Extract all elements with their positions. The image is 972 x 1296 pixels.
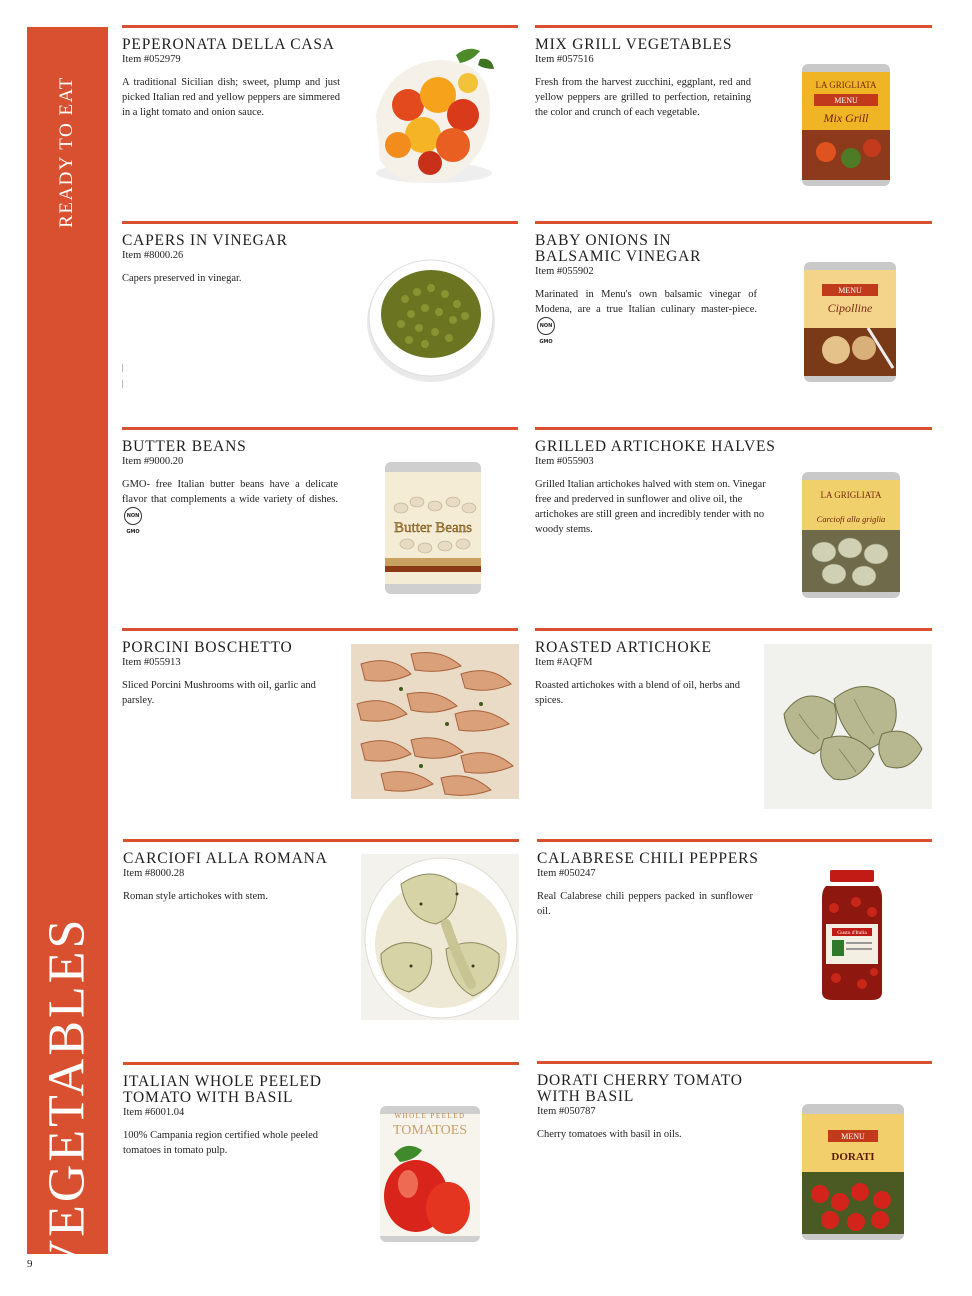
description-text: GMO- free Italian butter beans have a delicate flavor that complements a wide variety of dishes. [122, 479, 338, 505]
product-description: Sliced Porcini Mushrooms with oil, garlic and parsley. [122, 680, 316, 706]
section-divider [537, 839, 932, 842]
peperonata-photo [368, 45, 500, 190]
product-description [122, 477, 338, 535]
section-divider [122, 221, 518, 224]
product-item-number: Item #6001.04 [123, 1107, 185, 1118]
crop-marks [122, 364, 124, 390]
product-description: Grilled Italian artichokes halved with stem on. Vinegar free and prederved in sunflower and olive oil, the artichokes are still green and incredibly tender with no woody stems. [535, 479, 766, 535]
section-divider [122, 628, 518, 631]
roasted-artichoke-photo [764, 644, 932, 809]
section-divider [535, 25, 932, 28]
page-number: 9 [27, 1258, 33, 1270]
section-divider [535, 628, 932, 631]
product-title: GRILLED ARTICHOKE HALVES [535, 438, 776, 455]
product-item-number: Item #055902 [535, 266, 594, 277]
product-item-number: Item #050787 [537, 1106, 596, 1117]
can-product-text: Mix Grill [823, 111, 869, 125]
product-description: 100% Campania region certified whole peeled tomatoes in tomato pulp. [123, 1130, 319, 1156]
can-product-text: Butter Beans [394, 520, 472, 536]
product-title: MIX GRILL VEGETABLES [535, 36, 733, 53]
product-item-number: Item #055903 [535, 456, 594, 467]
product-description: Roasted artichokes with a blend of oil, herbs and spices. [535, 680, 740, 706]
product-title: ITALIAN WHOLE PEELED TOMATO WITH BASIL [123, 1073, 322, 1106]
product-description: Roman style artichokes with stem. [123, 891, 268, 902]
can-product-text: DORATI [831, 1151, 875, 1163]
section-divider [535, 427, 932, 430]
can-brand-text: LA GRIGLIATA [820, 490, 882, 500]
jar-brand-text: Gusto d'Italia [837, 930, 867, 936]
product-title: PEPERONATA DELLA CASA [122, 36, 335, 53]
non-gmo-badge-icon: NON GMO [537, 317, 555, 335]
product-title: BUTTER BEANS [122, 438, 247, 455]
product-item-number: Item #AQFM [535, 657, 593, 668]
tomatoes-can-image [376, 1104, 484, 1246]
cipolline-can-image [798, 258, 902, 386]
can-product-text: Carciofi alla griglia [816, 514, 886, 524]
can-product-text: Cipolline [827, 301, 873, 315]
category-title: VEGETABLES [38, 916, 96, 1278]
can-maker-text: MENU [838, 286, 862, 295]
section-divider [122, 427, 518, 430]
chili-jar-image [816, 868, 888, 1004]
category-sidebar [27, 27, 108, 1278]
product-item-number: Item #052979 [122, 54, 181, 65]
section-divider [123, 839, 519, 842]
can-top-text: WHOLE PEELED [394, 1112, 466, 1120]
product-item-number: Item #055913 [122, 657, 181, 668]
butter-beans-can-image [381, 458, 485, 598]
product-description: Cherry tomatoes with basil in oils. [537, 1129, 682, 1140]
product-item-number: Item #057516 [535, 54, 594, 65]
porcini-photo [351, 644, 519, 799]
section-label: READY TO EAT [56, 76, 77, 228]
product-description: Fresh from the harvest zucchini, eggplant, red and yellow peppers are grilled to perfection, retaining the color and crunch of each vegetable. [535, 77, 751, 118]
product-item-number: Item #8000.28 [123, 868, 185, 879]
can-product-text: TOMATOES [392, 1123, 468, 1138]
non-gmo-badge-icon: NON GMO [124, 507, 142, 525]
dorati-can-image [798, 1102, 908, 1244]
description-text: Marinated in Menu's own balsamic vinegar of Modena, are a true Italian culinary master-piece. [535, 289, 757, 315]
product-title: BABY ONIONS IN BALSAMIC VINEGAR [535, 232, 702, 265]
carciofi-romana-photo [361, 854, 519, 1020]
product-title: CARCIOFI ALLA ROMANA [123, 850, 328, 867]
section-divider [122, 25, 518, 28]
product-item-number: Item #9000.20 [122, 456, 184, 467]
product-item-number: Item #8000.26 [122, 250, 184, 261]
product-title: CALABRESE CHILI PEPPERS [537, 850, 759, 867]
section-divider [537, 1061, 932, 1064]
product-title: ROASTED ARTICHOKE [535, 639, 712, 656]
mix-grill-can-image [796, 60, 896, 190]
product-description: Real Calabrese chili peppers packed in sunflower oil. [537, 891, 753, 917]
can-brand-text: LA GRIGLIATA [815, 80, 877, 90]
product-title: DORATI CHERRY TOMATO WITH BASIL [537, 1072, 743, 1105]
product-description: A traditional Sicilian dish; sweet, plump and just picked Italian red and yellow peppers are simmered in a light tomato and onion sauce. [122, 77, 340, 118]
section-divider [535, 221, 932, 224]
can-maker-text: MENU [841, 1132, 865, 1141]
product-description [535, 287, 757, 345]
product-description: Capers preserved in vinegar. [122, 273, 242, 284]
product-item-number: Item #050247 [537, 868, 596, 879]
artichoke-can-image [798, 468, 904, 602]
section-divider [123, 1062, 519, 1065]
product-title: CAPERS IN VINEGAR [122, 232, 288, 249]
capers-bowl-photo [365, 254, 498, 384]
product-title: PORCINI BOSCHETTO [122, 639, 293, 656]
can-maker-text: MENU [834, 96, 858, 105]
